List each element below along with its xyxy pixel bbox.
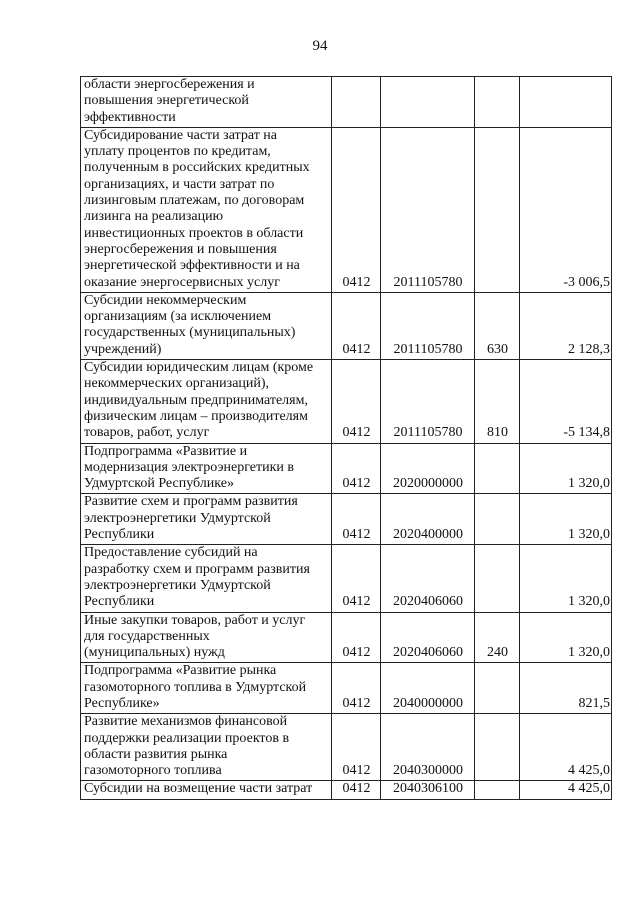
row-amount-cell: 4 425,0 bbox=[520, 781, 612, 799]
row-section-cell: 0412 bbox=[332, 494, 381, 545]
row-code-cell: 2011105780 bbox=[381, 292, 475, 359]
table-row bbox=[81, 443, 612, 494]
row-name-cell: Подпрограмма «Развитие и модернизация электроэнергетики в Удмуртской Республике» bbox=[81, 443, 332, 494]
row-amount-cell: 1 320,0 bbox=[520, 612, 612, 663]
row-type-cell bbox=[475, 127, 520, 292]
row-code-cell bbox=[381, 77, 475, 128]
row-type-cell bbox=[475, 781, 520, 799]
table-row bbox=[81, 77, 612, 128]
table-row bbox=[81, 714, 612, 781]
row-section-cell: 0412 bbox=[332, 443, 381, 494]
row-type-cell bbox=[475, 494, 520, 545]
row-amount-cell: 1 320,0 bbox=[520, 545, 612, 612]
table-row bbox=[81, 360, 612, 443]
row-code-cell: 2040000000 bbox=[381, 663, 475, 714]
table-row bbox=[81, 663, 612, 714]
row-amount-cell: -3 006,5 bbox=[520, 127, 612, 292]
row-code-cell: 2020000000 bbox=[381, 443, 475, 494]
row-name-cell: Предоставление субсидий на разработку схем и программ развития электроэнергетики Удмуртской Республики bbox=[81, 545, 332, 612]
row-name-cell: Развитие схем и программ развития электроэнергетики Удмуртской Республики bbox=[81, 494, 332, 545]
row-type-cell bbox=[475, 663, 520, 714]
row-name-cell: области энергосбережения и повышения энергетической эффективности bbox=[81, 77, 332, 128]
row-section-cell: 0412 bbox=[332, 663, 381, 714]
row-amount-cell: 821,5 bbox=[520, 663, 612, 714]
row-amount-cell: 4 425,0 bbox=[520, 714, 612, 781]
row-code-cell: 2011105780 bbox=[381, 127, 475, 292]
row-amount-cell: 2 128,3 bbox=[520, 292, 612, 359]
table-row bbox=[81, 612, 612, 663]
page-number: 94 bbox=[312, 38, 328, 54]
row-section-cell: 0412 bbox=[332, 714, 381, 781]
row-type-cell: 630 bbox=[475, 292, 520, 359]
row-section-cell: 0412 bbox=[332, 612, 381, 663]
row-name-cell: Субсидирование части затрат на уплату процентов по кредитам, полученным в российских кредитных организациях, и части затрат по лизинговым платежам, по договорам лизинга на реализацию инвестиционных проектов в области энергосбережения и повышения энергетической эффективности и на оказание энергосервисных услуг bbox=[81, 127, 332, 292]
row-section-cell bbox=[332, 77, 381, 128]
row-type-cell bbox=[475, 714, 520, 781]
row-section-cell: 0412 bbox=[332, 781, 381, 799]
row-code-cell: 2020406060 bbox=[381, 612, 475, 663]
row-code-cell: 2040300000 bbox=[381, 714, 475, 781]
table-row bbox=[81, 781, 612, 799]
row-code-cell: 2020406060 bbox=[381, 545, 475, 612]
row-type-cell bbox=[475, 77, 520, 128]
row-name-cell: Развитие механизмов финансовой поддержки реализации проектов в области развития рынка газомоторного топлива bbox=[81, 714, 332, 781]
table-row bbox=[81, 545, 612, 612]
row-type-cell bbox=[475, 545, 520, 612]
table-row bbox=[81, 127, 612, 292]
row-name-cell: Субсидии на возмещение части затрат bbox=[81, 781, 332, 799]
row-code-cell: 2011105780 bbox=[381, 360, 475, 443]
row-name-cell: Иные закупки товаров, работ и услуг для государственных (муниципальных) нужд bbox=[81, 612, 332, 663]
row-name-cell: Подпрограмма «Развитие рынка газомоторного топлива в Удмуртской Республике» bbox=[81, 663, 332, 714]
row-code-cell: 2040306100 bbox=[381, 781, 475, 799]
row-type-cell bbox=[475, 443, 520, 494]
budget-table bbox=[80, 76, 612, 800]
row-type-cell: 240 bbox=[475, 612, 520, 663]
row-amount-cell: 1 320,0 bbox=[520, 494, 612, 545]
row-amount-cell: 1 320,0 bbox=[520, 443, 612, 494]
table-row bbox=[81, 292, 612, 359]
row-section-cell: 0412 bbox=[332, 545, 381, 612]
row-name-cell: Субсидии некоммерческим организациям (за исключением государственных (муниципальных) учреждений) bbox=[81, 292, 332, 359]
row-section-cell: 0412 bbox=[332, 360, 381, 443]
row-section-cell: 0412 bbox=[332, 127, 381, 292]
row-section-cell: 0412 bbox=[332, 292, 381, 359]
row-amount-cell: -5 134,8 bbox=[520, 360, 612, 443]
row-type-cell: 810 bbox=[475, 360, 520, 443]
row-name-cell: Субсидии юридическим лицам (кроме некоммерческих организаций), индивидуальным предпринимателям, физическим лицам – производителям товаров, работ, услуг bbox=[81, 360, 332, 443]
row-amount-cell bbox=[520, 77, 612, 128]
table-row bbox=[81, 494, 612, 545]
row-code-cell: 2020400000 bbox=[381, 494, 475, 545]
